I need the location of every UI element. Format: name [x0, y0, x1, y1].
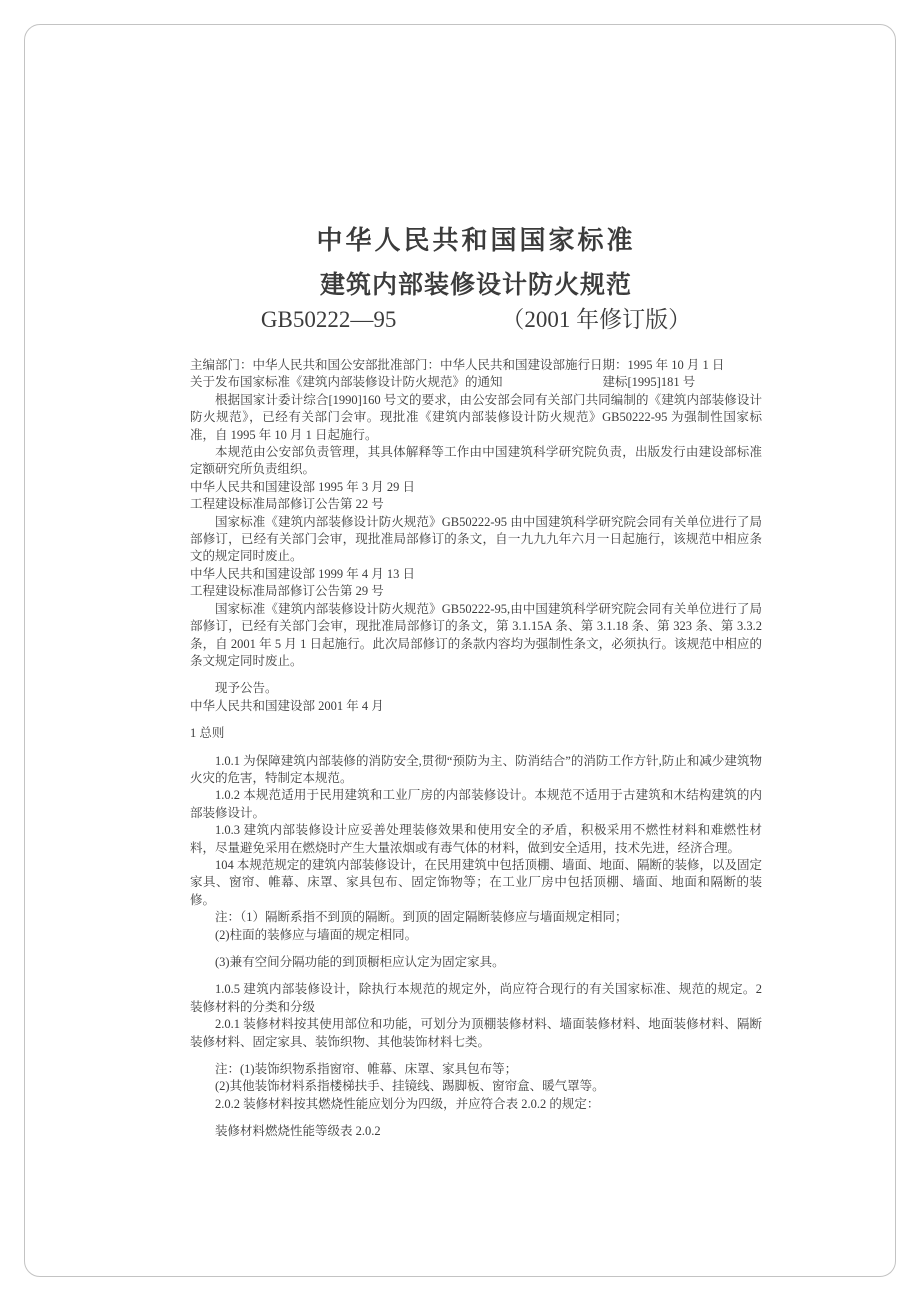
paragraph: 现予公告。: [215, 681, 278, 696]
paragraph: 2.0.1 装修材料按其使用部位和功能，可划分为顶棚装修材料、墙面装修材料、地面装修材料、隔断装修材料、固定家具、装饰织物、其他装饰材料七类。: [190, 1017, 762, 1049]
signature-line: 中华人民共和国建设部 1999 年 4 月 13 日: [190, 566, 416, 581]
standard-number: GB50222—95: [260, 307, 397, 332]
paragraph: 国家标准《建筑内部装修设计防火规范》GB50222-95 由中国建筑科学研究院会同有关单位进行了局部修订，已经有关部门会审，现批准局部修订的条文，自一九九九年六月一日起施行，该规范中相应条文的规定同时废止。: [190, 514, 762, 564]
paragraph: 国家标准《建筑内部装修设计防火规范》GB50222-95,由中国建筑科学研究院会同有关单位进行了局部修订，已经有关部门会审，现批准局部修订的条文，第 3.1.15A 条、第 3.1.18 条、第 323 条、第 3.3.2 条，自 2001 年 5 月 1 日起施行。此次局部修订的条款内容均为强制性条文，必须执行。该规范中相应的条文规定同时废止。: [190, 601, 762, 668]
paragraph: 1.0.3 建筑内部装修设计应妥善处理装修效果和使用安全的矛盾，积极采用不燃性材料和难燃性材料，尽量避免采用在燃烧时产生大量浓烟或有毒气体的材料，做到安全适用，技术先进，经济合理。: [190, 823, 762, 855]
document-title-block: [190, 228, 762, 331]
revision-label: （2001 年修订版）: [501, 307, 692, 332]
note-line: (2)其他装饰材料系指楼梯扶手、挂镜线、踢脚板、窗帘盒、暖气罩等。: [215, 1079, 605, 1094]
announcement-heading: 工程建设标准局部修订公告第 22 号: [190, 497, 384, 512]
signature-line: 中华人民共和国建设部 1995 年 3 月 29 日: [190, 479, 416, 494]
paragraph: 1.0.2 本规范适用于民用建筑和工业厂房的内部装修设计。本规范不适用于古建筑和木结构建筑的内部装修设计。: [190, 788, 762, 820]
note-line: (2)柱面的装修应与墙面的规定相同。: [215, 927, 418, 942]
paragraph: 1.0.1 为保障建筑内部装修的消防安全,贯彻“预防为主、防消结合”的消防工作方针,防止和减少建筑物火灾的危害，特制定本规范。: [190, 753, 762, 785]
doc-title-line1: 中华人民共和国国家标准: [316, 226, 636, 255]
section-heading: 1 总则: [190, 726, 225, 741]
paragraph: 2.0.2 装修材料按其燃烧性能应划分为四级，并应符合表 2.0.2 的规定：: [215, 1096, 600, 1111]
paragraph: 主编部门：中华人民共和国公安部批准部门：中华人民共和国建设部施行日期：1995 年 10 月 1 日: [190, 358, 725, 372]
note-line: 注：（1）隔断系指不到顶的隔断。到顶的固定隔断装修应与墙面规定相同；: [215, 910, 628, 925]
announcement-heading: 工程建设标准局部修订公告第 29 号: [190, 584, 384, 599]
doc-title-line2: 建筑内部装修设计防火规范: [319, 272, 632, 299]
document-body: [190, 357, 762, 1141]
paragraph: 104 本规范规定的建筑内部装修设计，在民用建筑中包括顶棚、墙面、地面、隔断的装修，以及固定家具、窗帘、帷幕、床罩、家具包布、固定饰物等；在工业厂房中包括顶棚、墙面、地面和隔断的装修。: [190, 857, 762, 907]
paragraph: 根据国家计委计综合[1990]160 号文的要求，由公安部会同有关部门共同编制的《建筑内部装修设计防火规范》，已经有关部门会审。现批准《建筑内部装修设计防火规范》GB50222-95 为强制性国家标准，自 1995 年 10 月 1 日起施行。: [190, 392, 762, 442]
doc-title-line3: [190, 308, 762, 331]
notice-title-line: 关于发布国家标准《建筑内部装修设计防火规范》的通知 建标[1995]181 号: [190, 375, 696, 390]
note-line: 注：(1)装饰织物系指窗帘、帷幕、床罩、家具包布等；: [215, 1062, 518, 1077]
table-caption: 装修材料燃烧性能等级表 2.0.2: [215, 1124, 381, 1139]
note-line: (3)兼有空间分隔功能的到顶橱柜应认定为固定家具。: [215, 955, 505, 969]
signature-line: 中华人民共和国建设部 2001 年 4 月: [190, 698, 384, 713]
paragraph: 本规范由公安部负责管理，其具体解释等工作由中国建筑科学研究院负责，出版发行由建设部标准定额研究所负责组织。: [190, 445, 762, 477]
paragraph: 1.0.5 建筑内部装修设计，除执行本规范的规定外，尚应符合现行的有关国家标准、规范的规定。2 装修材料的分类和分级: [190, 982, 762, 1014]
